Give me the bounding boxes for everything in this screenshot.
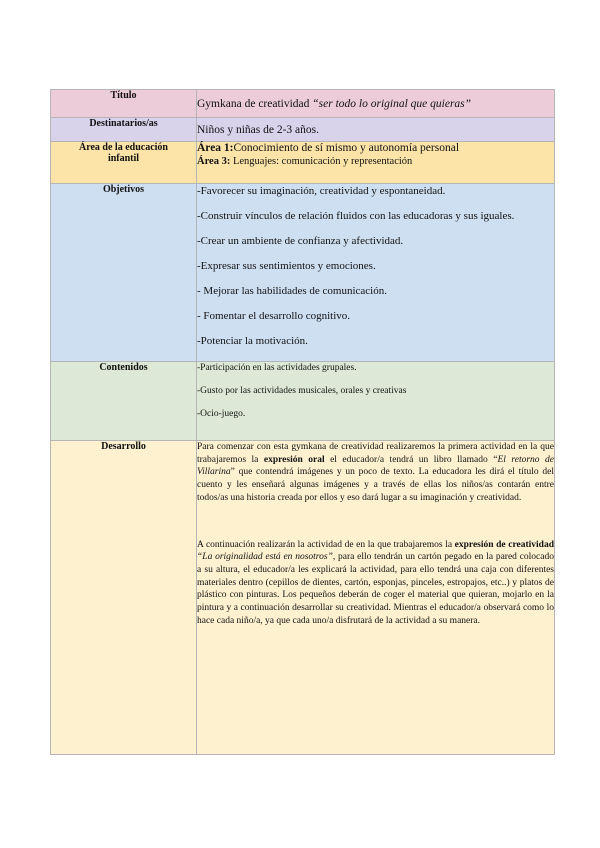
p1-text-c: ” que contendrá imágenes y un poco de texto. La educadora les dirá el título del cuento y les enseñará algunas imágenes y a través de ellas los niños/as contarán entre todos/as una historia creada por ellos y eso dará lugar a su imaginación y creatividad.: [197, 467, 554, 503]
desarrollo-paragraph-1: [197, 441, 554, 505]
objetivo-item: -Expresar sus sentimientos y emociones.: [197, 260, 376, 272]
p2-text-b: , para ello tendrán un cartón pegado en la pared colocado a su altura, el educador/a les explicará la actividad, para ello tendrá una caja con diferentes materiales dentro (cepillos de dientes, cartón, esponjas, pinceles, estropajos, etc..) y platos de plástico con pinturas. Los pequeños deberán de coger el material que quieran, mojarlo en la pintura y a continuación desarrollar su creatividad. Mientras el educador/a observará como lo hace cada niño/a, ya que cada uno/a disfrutará de la actividad a su manera.: [197, 552, 554, 626]
area1-bold: Área 1:: [197, 142, 234, 154]
value-destinatarios: Niños y niñas de 2-3 años.: [197, 118, 555, 142]
p1-italic: El retorno de Villarina: [197, 454, 554, 478]
label-desarrollo: Desarrollo: [51, 441, 197, 755]
label-titulo: Título: [51, 90, 197, 118]
p2-bold: expresión de creatividad: [454, 539, 554, 550]
objetivo-item: - Mejorar las habilidades de comunicación.: [197, 285, 387, 297]
objetivo-item: -Potenciar la motivación.: [197, 335, 308, 347]
objetivo-item: -Favorecer su imaginación, creatividad y espontaneidad.: [197, 185, 446, 197]
area3-line: [197, 155, 554, 168]
label-contenidos: Contenidos: [51, 362, 197, 441]
area3-bold: Área 3:: [197, 156, 231, 167]
area3-text: Lenguajes: comunicación y representación: [230, 156, 413, 167]
activity-table: [50, 89, 555, 755]
objetivo-item: -Crear un ambiente de confianza y afectividad.: [197, 235, 404, 247]
p2-italic: “La originalidad está en nosotros”: [197, 552, 333, 563]
titulo-text: Gymkana de creatividad: [197, 97, 310, 110]
titulo-quote: “ser todo lo original que quieras”: [312, 97, 472, 110]
row-destinatarios: [51, 118, 555, 142]
row-contenidos: [51, 362, 555, 441]
row-titulo: [51, 90, 555, 118]
p1-text-a: Para comenzar con esta gymkana de creatividad realizaremos la primera actividad en la que trabajaremos la: [197, 442, 554, 465]
row-objetivos: [51, 184, 555, 362]
contenido-item: -Ocio-juego.: [197, 409, 246, 419]
area1-line: [197, 142, 554, 155]
label-area: Área de la educación infantil: [51, 142, 197, 184]
contenido-item: -Participación en las actividades grupales.: [197, 363, 357, 373]
area1-text: Conocimiento de sí mismo y autonomía personal: [233, 142, 460, 154]
objetivo-item: - Fomentar el desarrollo cognitivo.: [197, 310, 351, 322]
row-desarrollo: [51, 441, 555, 755]
p1-bold: expresión oral: [263, 454, 325, 465]
desarrollo-paragraph-2: [197, 539, 554, 628]
value-objetivos: [197, 184, 555, 362]
p1-text-b: el educador/a tendrá un libro llamado “: [324, 454, 498, 465]
contenido-item: -Gusto por las actividades musicales, orales y creativas: [197, 386, 407, 396]
objetivo-item: -Construir vínculos de relación fluidos con las educadoras y sus iguales.: [197, 210, 515, 222]
value-titulo: [197, 90, 555, 118]
row-area: [51, 142, 555, 184]
label-objetivos: Objetivos: [51, 184, 197, 362]
value-desarrollo: [197, 441, 555, 755]
p2-text-a: A continuación realizarán la actividad de en la que trabajaremos la: [197, 539, 455, 550]
value-area: [197, 142, 555, 184]
value-contenidos: [197, 362, 555, 441]
label-destinatarios: Destinatarios/as: [51, 118, 197, 142]
